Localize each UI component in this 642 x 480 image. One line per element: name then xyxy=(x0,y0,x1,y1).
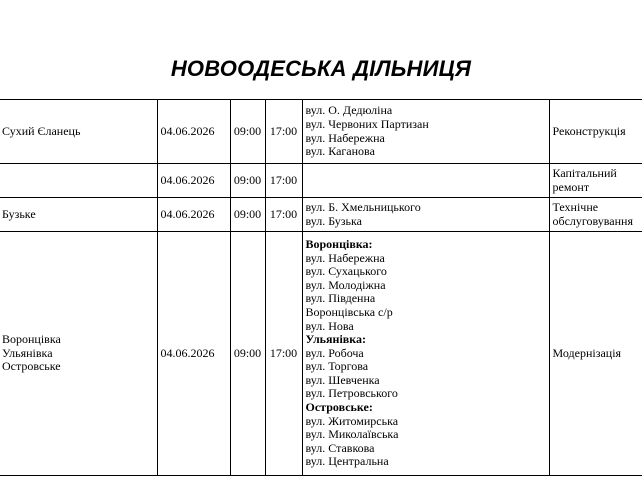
street-name: вул. Сухацького xyxy=(305,264,387,279)
page-title: НОВООДЕСЬКА ДІЛЬНИЦЯ xyxy=(170,56,472,81)
street-name: вул. Б. Хмельницького xyxy=(305,199,421,214)
street-name: вул. Торгова xyxy=(305,359,369,374)
streets-cell xyxy=(302,198,549,232)
settlement-heading: Ульянівка: xyxy=(305,332,366,347)
street-name: вул. Ставкова xyxy=(305,440,375,455)
date-cell: 04.06.2026 xyxy=(157,164,230,198)
work-type-cell: Технічне обслуговування xyxy=(549,198,642,232)
street-name: вул. Молодіжна xyxy=(305,277,386,292)
street-name: вул. О. Дедюліна xyxy=(305,103,393,118)
street-name: вул. Центральна xyxy=(305,454,389,469)
street-name: вул. Південна xyxy=(305,291,376,306)
streets-cell xyxy=(302,164,549,198)
start-time-cell: 09:00 xyxy=(230,232,265,476)
work-type-cell: Модернізація xyxy=(549,232,642,476)
street-name: вул. Миколаївська xyxy=(305,427,399,442)
work-type-cell: Реконструкція xyxy=(549,100,642,164)
settlement-name: Бузьке xyxy=(2,206,36,221)
table-row xyxy=(0,164,642,198)
street-name: вул. Шевченка xyxy=(305,372,380,387)
outage-schedule-table xyxy=(0,99,642,476)
street-name: вул. Житомирська xyxy=(305,413,399,428)
start-time-cell: 09:00 xyxy=(230,100,265,164)
start-time-cell: 09:00 xyxy=(230,198,265,232)
street-name: вул. Набережна xyxy=(305,250,385,265)
streets-cell xyxy=(302,232,549,476)
street-name: вул. Каганова xyxy=(305,144,375,159)
street-name: вул. Бузька xyxy=(305,213,362,228)
settlement-cell xyxy=(0,198,157,232)
date-cell: 04.06.2026 xyxy=(157,198,230,232)
street-name: вул. Нова xyxy=(305,318,354,333)
start-time-cell: 09:00 xyxy=(230,164,265,198)
street-name: вул. Робоча xyxy=(305,345,364,360)
table-row xyxy=(0,198,642,232)
settlement-name: Островське xyxy=(2,359,61,374)
table-row xyxy=(0,100,642,164)
work-type-cell: Капітальний ремонт xyxy=(549,164,642,198)
settlement-cell xyxy=(0,232,157,476)
date-cell: 04.06.2026 xyxy=(157,100,230,164)
street-name: Воронцівська с/р xyxy=(305,304,393,319)
table-body xyxy=(0,100,642,476)
settlement-heading: Воронцівка: xyxy=(305,236,373,251)
settlement-cell xyxy=(0,100,157,164)
end-time-cell: 17:00 xyxy=(265,164,302,198)
settlement-name: Ульянівка xyxy=(2,345,53,360)
settlement-name: Воронцівка xyxy=(2,332,61,347)
end-time-cell: 17:00 xyxy=(265,100,302,164)
street-name: вул. Набережна xyxy=(305,130,385,145)
street-name: вул. Червоних Партизан xyxy=(305,116,429,131)
table-row xyxy=(0,232,642,476)
date-cell: 04.06.2026 xyxy=(157,232,230,476)
end-time-cell: 17:00 xyxy=(265,198,302,232)
settlement-heading: Островське: xyxy=(305,400,373,415)
streets-cell xyxy=(302,100,549,164)
settlement-name: Сухий Єланець xyxy=(2,123,81,138)
settlement-cell xyxy=(0,164,157,198)
street-name: вул. Петровського xyxy=(305,386,398,401)
end-time-cell: 17:00 xyxy=(265,232,302,476)
